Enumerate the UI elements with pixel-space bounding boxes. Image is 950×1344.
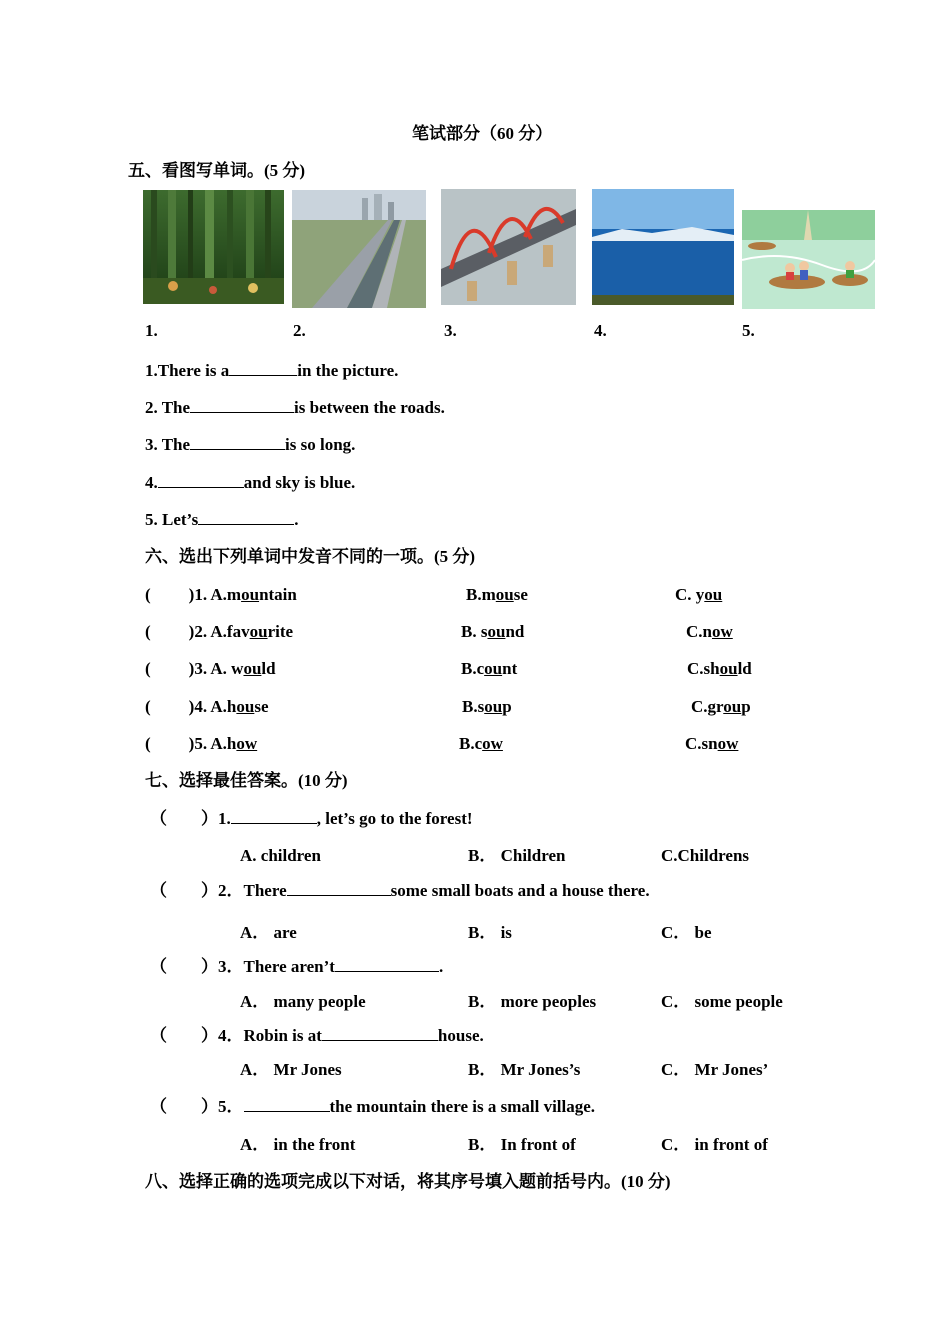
phonics-option-b: B.mouse bbox=[466, 585, 528, 604]
bridge-picture bbox=[441, 189, 576, 305]
option-b[interactable]: B． more peoples bbox=[468, 992, 597, 1011]
phonics-row: ( )2. A.favourite bbox=[145, 622, 294, 641]
phonics-row: ( )5. A.how bbox=[145, 734, 258, 753]
fill-sentence: 2. The is between the roads. bbox=[145, 398, 445, 417]
answer-blank[interactable] bbox=[244, 1096, 330, 1112]
picture-number: 5. bbox=[742, 321, 755, 340]
phonics-option-c: C.group bbox=[691, 697, 751, 716]
fill-sentence: 1.There is a in the picture. bbox=[145, 361, 399, 380]
answer-paren[interactable] bbox=[151, 585, 189, 600]
phonics-option-c: C.now bbox=[686, 622, 733, 641]
answer-blank[interactable] bbox=[190, 397, 294, 413]
fill-sentence: 4. and sky is blue. bbox=[145, 473, 356, 492]
option-b[interactable]: B． Mr Jones’s bbox=[468, 1060, 581, 1079]
answer-paren[interactable] bbox=[151, 697, 189, 712]
answer-paren[interactable] bbox=[167, 881, 201, 896]
phonics-option-b: B.cow bbox=[459, 734, 503, 753]
option-b[interactable]: B． is bbox=[468, 923, 512, 942]
phonics-option-c: C. you bbox=[675, 585, 723, 604]
answer-blank[interactable] bbox=[231, 808, 317, 824]
answer-paren[interactable] bbox=[151, 734, 189, 749]
option-a[interactable]: A． Mr Jones bbox=[240, 1060, 342, 1079]
forest-picture bbox=[143, 190, 284, 304]
answer-paren[interactable] bbox=[151, 659, 189, 674]
section-6-heading: 六、选出下列单词中发音不同的一项。(5 分) bbox=[145, 547, 476, 566]
option-a[interactable]: A． many people bbox=[240, 992, 366, 1011]
option-b[interactable]: B． Children bbox=[468, 846, 566, 865]
answer-paren[interactable] bbox=[151, 622, 189, 637]
page-title: 笔试部分（60 分） bbox=[412, 124, 553, 143]
choice-question: （ ）1. , let’s go to the forest! bbox=[150, 809, 473, 828]
option-c[interactable]: C． be bbox=[661, 923, 712, 942]
phonics-row: ( )1. A.mountain bbox=[145, 585, 297, 604]
option-a[interactable]: A． in the front bbox=[240, 1135, 356, 1154]
river-picture bbox=[292, 190, 426, 308]
phonics-option-c: C.snow bbox=[685, 734, 739, 753]
phonics-option-b: B.soup bbox=[462, 697, 512, 716]
choice-question: （ ）5． the mountain there is a small village. bbox=[150, 1097, 596, 1116]
fill-sentence: 5. Let’s . bbox=[145, 510, 299, 529]
option-a[interactable]: A. children bbox=[240, 846, 321, 865]
section-5-heading: 五、看图写单词。(5 分) bbox=[128, 161, 306, 180]
phonics-row: ( )3. A. would bbox=[145, 659, 276, 678]
option-c[interactable]: C.Childrens bbox=[661, 846, 750, 865]
option-a[interactable]: A． are bbox=[240, 923, 297, 942]
phonics-row: ( )4. A.house bbox=[145, 697, 269, 716]
answer-paren[interactable] bbox=[167, 1026, 201, 1041]
picture-number: 2. bbox=[293, 321, 306, 340]
answer-blank[interactable] bbox=[335, 956, 439, 972]
answer-blank[interactable] bbox=[229, 360, 297, 376]
phonics-option-b: B.count bbox=[461, 659, 518, 678]
answer-paren[interactable] bbox=[167, 1097, 201, 1112]
picture-number: 3. bbox=[444, 321, 457, 340]
answer-blank[interactable] bbox=[322, 1025, 438, 1041]
choice-question: （ ）2．There some small boats and a house there. bbox=[150, 881, 650, 900]
answer-blank[interactable] bbox=[287, 880, 391, 896]
answer-blank[interactable] bbox=[190, 434, 285, 450]
choice-question: （ ）4．Robin is at house. bbox=[150, 1026, 484, 1045]
option-c[interactable]: C． Mr Jones’ bbox=[661, 1060, 769, 1079]
picture-number: 4. bbox=[594, 321, 607, 340]
section-8-heading: 八、选择正确的选项完成以下对话，将其序号填入题前括号内。(10 分) bbox=[145, 1172, 671, 1191]
answer-paren[interactable] bbox=[167, 809, 201, 824]
phonics-option-c: C.should bbox=[687, 659, 752, 678]
choice-question: （ ）3．There aren’t . bbox=[150, 957, 444, 976]
answer-blank[interactable] bbox=[198, 509, 294, 525]
lake-picture bbox=[592, 189, 734, 305]
answer-blank[interactable] bbox=[158, 472, 244, 488]
option-c[interactable]: C． some people bbox=[661, 992, 783, 1011]
answer-paren[interactable] bbox=[167, 957, 201, 972]
phonics-option-b: B. sound bbox=[461, 622, 525, 641]
boating-picture bbox=[742, 210, 875, 309]
picture-number: 1. bbox=[145, 321, 158, 340]
section-7-heading: 七、选择最佳答案。(10 分) bbox=[145, 771, 348, 790]
fill-sentence: 3. The is so long. bbox=[145, 435, 356, 454]
option-b[interactable]: B． In front of bbox=[468, 1135, 576, 1154]
option-c[interactable]: C． in front of bbox=[661, 1135, 768, 1154]
